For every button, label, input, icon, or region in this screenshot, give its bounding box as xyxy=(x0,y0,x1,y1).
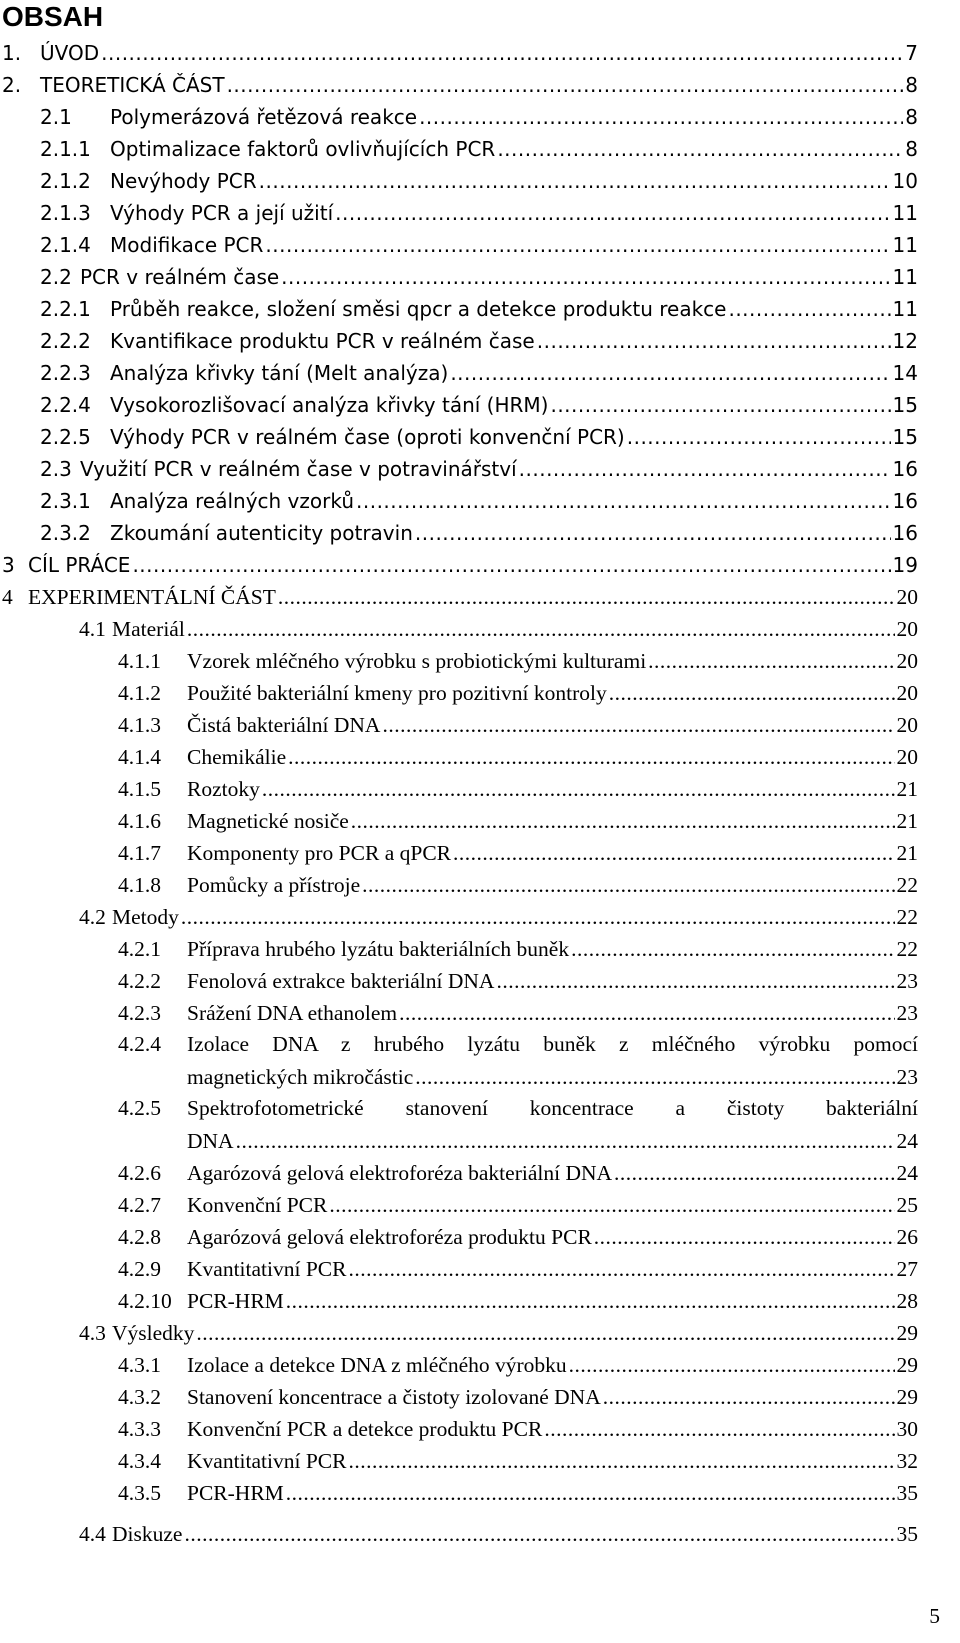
toc-entry-label: Fenolová extrakce bakteriální DNA xyxy=(187,969,495,993)
toc-entry[interactable] xyxy=(118,648,918,674)
toc-leader-dots xyxy=(594,1224,895,1250)
toc-entry-page: 23 xyxy=(896,1065,918,1089)
toc-leader-dots xyxy=(196,1320,894,1346)
toc-entry-page: 26 xyxy=(896,1225,918,1249)
toc-entry-label: Konvenční PCR a detekce produktu PCR xyxy=(187,1417,543,1441)
toc-entry[interactable] xyxy=(2,72,918,98)
toc-entry[interactable] xyxy=(40,136,918,162)
toc-entry-page: 19 xyxy=(892,553,918,577)
toc-leader-dots xyxy=(348,1256,894,1282)
toc-entry-number: 4.3.4 xyxy=(118,1449,161,1473)
toc-entry-number: 2.3.2 xyxy=(40,521,91,545)
toc-entry-page: 27 xyxy=(896,1257,918,1281)
toc-entry-label: Konvenční PCR xyxy=(187,1193,328,1217)
toc-leader-dots xyxy=(278,584,895,610)
toc-entry[interactable] xyxy=(118,840,918,866)
toc-leader-dots xyxy=(569,1352,895,1378)
toc-leader-dots xyxy=(627,424,891,450)
toc-entry-number: 4.1 xyxy=(79,617,106,641)
toc-entry[interactable] xyxy=(79,1521,918,1547)
toc-entry-number: 4.1.4 xyxy=(118,745,161,769)
toc-entry[interactable] xyxy=(40,392,918,418)
toc-entry-page: 28 xyxy=(896,1289,918,1313)
toc-entry-number: 2.2.3 xyxy=(40,361,91,385)
toc-entry-page: 23 xyxy=(896,969,918,993)
toc-entry-number: 4.3.5 xyxy=(118,1481,161,1505)
toc-entry-page: 16 xyxy=(892,489,918,513)
toc-entry[interactable] xyxy=(40,200,918,226)
toc-entry-number: 4.3.3 xyxy=(118,1417,161,1441)
toc-entry[interactable] xyxy=(118,1416,918,1442)
toc-entry-number: 4.2.2 xyxy=(118,969,161,993)
toc-entry-label: Agarózová gelová elektroforéza produktu PCR xyxy=(187,1225,592,1249)
toc-entry-label: Materiál xyxy=(112,617,185,641)
toc-leader-dots xyxy=(496,968,894,994)
toc-entry-page: 20 xyxy=(896,617,918,641)
toc-entry-label: Optimalizace faktorů ovlivňujících PCR xyxy=(110,137,496,161)
toc-entry-number: 2.2.1 xyxy=(40,297,91,321)
toc-entry[interactable] xyxy=(118,808,918,834)
toc-entry[interactable] xyxy=(118,1288,918,1314)
toc-entry-label: Polymerázová řetězová reakce xyxy=(110,105,418,129)
toc-leader-dots xyxy=(450,360,890,386)
toc-entry-page: 35 xyxy=(896,1522,918,1546)
toc-entry-label-line2: DNA xyxy=(187,1129,234,1153)
toc-entry-label: Použité bakteriální kmeny pro pozitivní kontroly xyxy=(187,681,607,705)
toc-entry-number: 2.1.3 xyxy=(40,201,91,225)
toc-entry[interactable] xyxy=(40,360,918,386)
toc-leader-dots xyxy=(181,904,895,930)
toc-leader-dots xyxy=(537,328,891,354)
toc-entry-number: 2.1.4 xyxy=(40,233,91,257)
toc-entry-page: 11 xyxy=(892,265,918,289)
toc-entry-label: ÚVOD xyxy=(40,41,100,65)
toc-entry-page: 7 xyxy=(905,41,918,65)
toc-leader-dots xyxy=(259,168,891,194)
toc-entry-label: Analýza reálných vzorků xyxy=(110,489,354,513)
toc-entry[interactable] xyxy=(118,1000,918,1026)
toc-entry-label: Čistá bakteriální DNA xyxy=(187,713,381,737)
toc-entry[interactable] xyxy=(118,872,918,898)
toc-entry-label: Kvantitativní PCR xyxy=(187,1257,347,1281)
toc-entry-page: 32 xyxy=(896,1449,918,1473)
toc-entry-label: Příprava hrubého lyzátu bakteriálních buněk xyxy=(187,937,570,961)
toc-entry-page: 11 xyxy=(892,201,918,225)
toc-entry-label: TEORETICKÁ ČÁST xyxy=(40,73,225,97)
toc-entry-number: 4.2.8 xyxy=(118,1225,161,1249)
toc-entry-label: Modifikace PCR xyxy=(110,233,264,257)
toc-leader-dots xyxy=(329,1192,894,1218)
toc-entry[interactable] xyxy=(118,712,918,738)
toc-entry[interactable] xyxy=(40,296,918,322)
toc-entry-label-line1[interactable]: Spektrofotometrické stanovení koncentrace a čistoty bakteriální xyxy=(187,1096,918,1120)
toc-entry-page: 12 xyxy=(892,329,918,353)
toc-entry-page: 35 xyxy=(896,1481,918,1505)
toc-entry-page: 24 xyxy=(896,1161,918,1185)
toc-entry-number: 2.2.2 xyxy=(40,329,91,353)
toc-entry[interactable] xyxy=(118,1160,918,1186)
toc-entry-number: 4.2.10 xyxy=(118,1289,172,1313)
toc-entry[interactable] xyxy=(118,1480,918,1506)
toc-entry[interactable] xyxy=(118,1384,918,1410)
toc-entry-page: 29 xyxy=(896,1321,918,1345)
toc-leader-dots xyxy=(544,1416,894,1442)
toc-entry[interactable] xyxy=(118,1192,918,1218)
toc-entry-number: 4.2.9 xyxy=(118,1257,161,1281)
toc-entry-number: 4.4 xyxy=(79,1522,106,1546)
toc-entry[interactable] xyxy=(40,104,918,130)
toc-entry-number: 2.3.1 xyxy=(40,489,91,513)
toc-entry-page: 11 xyxy=(892,297,918,321)
toc-leader-dots xyxy=(614,1160,894,1186)
toc-leader-dots xyxy=(236,1128,895,1154)
toc-entry[interactable] xyxy=(40,328,918,354)
toc-entry-number: 4.3 xyxy=(79,1321,106,1345)
toc-leader-dots xyxy=(227,72,904,98)
toc-entry-label: Analýza křivky tání (Melt analýza) xyxy=(110,361,449,385)
toc-leader-dots xyxy=(351,808,895,834)
toc-entry-number: 4.1.6 xyxy=(118,809,161,833)
toc-leader-dots xyxy=(399,1000,894,1026)
toc-entry[interactable] xyxy=(118,680,918,706)
toc-entry-page: 20 xyxy=(896,681,918,705)
toc-entry-page: 25 xyxy=(896,1193,918,1217)
toc-leader-dots xyxy=(356,488,891,514)
toc-entry-page: 23 xyxy=(896,1001,918,1025)
toc-leader-dots xyxy=(497,136,903,162)
toc-entry-label: Výsledky xyxy=(112,1321,195,1345)
toc-entry-number: 4.3.1 xyxy=(118,1353,161,1377)
toc-leader-dots xyxy=(603,1384,895,1410)
toc-leader-dots xyxy=(362,872,894,898)
toc-entry-page: 15 xyxy=(892,425,918,449)
toc-entry-label: CÍL PRÁCE xyxy=(28,553,131,577)
toc-entry-page: 21 xyxy=(896,777,918,801)
toc-entry-number: 4.2 xyxy=(79,905,106,929)
toc-leader-dots xyxy=(132,552,890,578)
toc-entry-label: Kvantifikace produktu PCR v reálném čase xyxy=(110,329,535,353)
toc-entry[interactable] xyxy=(79,616,918,642)
toc-entry[interactable] xyxy=(118,1256,918,1282)
toc-leader-dots xyxy=(728,296,890,322)
toc-leader-dots xyxy=(286,1480,895,1506)
toc-entry-page: 21 xyxy=(896,841,918,865)
toc-entry-label: Stanovení koncentrace a čistoty izolované DNA xyxy=(187,1385,601,1409)
toc-entry-number: 4.3.2 xyxy=(118,1385,161,1409)
toc-leader-dots xyxy=(281,264,890,290)
toc-entry-page: 24 xyxy=(896,1129,918,1153)
toc-entry[interactable] xyxy=(118,968,918,994)
toc-entry-label: Zkoumání autenticity potravin xyxy=(110,521,413,545)
toc-leader-dots xyxy=(335,200,890,226)
toc-entry-page: 14 xyxy=(892,361,918,385)
toc-entry-number: 2. xyxy=(2,73,22,97)
toc-entry-number: 4.1.5 xyxy=(118,777,161,801)
toc-leader-dots xyxy=(382,712,894,738)
toc-leader-dots xyxy=(184,1521,894,1547)
toc-entry[interactable] xyxy=(118,936,918,962)
toc-entry[interactable] xyxy=(40,520,918,546)
toc-entry-number: 4.1.2 xyxy=(118,681,161,705)
toc-leader-dots xyxy=(609,680,895,706)
toc-leader-dots xyxy=(648,648,894,674)
toc-leader-dots xyxy=(187,616,895,642)
toc-entry-number: 2.2.4 xyxy=(40,393,91,417)
toc-leader-dots xyxy=(453,840,895,866)
toc-entry-page: 22 xyxy=(896,905,918,929)
toc-entry[interactable] xyxy=(40,424,918,450)
toc-entry-page: 20 xyxy=(896,585,918,609)
toc-leader-dots xyxy=(348,1448,894,1474)
toc-entry[interactable] xyxy=(79,1320,918,1346)
toc-entry-page: 20 xyxy=(896,745,918,769)
toc-entry[interactable] xyxy=(40,264,918,290)
toc-leader-dots xyxy=(101,40,903,66)
toc-leader-dots xyxy=(286,1288,895,1314)
toc-leader-dots xyxy=(550,392,890,418)
toc-entry[interactable] xyxy=(118,744,918,770)
toc-entry-label: Roztoky xyxy=(187,777,260,801)
toc-entry-label: Srážení DNA ethanolem xyxy=(187,1001,398,1025)
toc-entry-label: Diskuze xyxy=(112,1522,183,1546)
toc-entry[interactable] xyxy=(118,1448,918,1474)
toc-entry-number: 4.2.7 xyxy=(118,1193,161,1217)
toc-entry-page: 10 xyxy=(892,169,918,193)
toc-entry-number: 4 xyxy=(2,585,13,609)
toc-entry-number: 4.2.1 xyxy=(118,937,161,961)
toc-entry-page: 29 xyxy=(896,1385,918,1409)
toc-entry-page: 8 xyxy=(905,105,918,129)
toc-entry-number: 4.2.3 xyxy=(118,1001,161,1025)
toc-entry-label: Metody xyxy=(112,905,179,929)
toc-entry-page: 8 xyxy=(905,73,918,97)
toc-entry-label: Magnetické nosiče xyxy=(187,809,349,833)
toc-entry-label-line2: magnetických mikročástic xyxy=(187,1065,414,1089)
toc-leader-dots xyxy=(419,104,903,130)
toc-entry[interactable] xyxy=(118,776,918,802)
toc-entry-label: Výhody PCR a její užití xyxy=(110,201,334,225)
toc-entry-number: 4.2.4 xyxy=(118,1032,161,1056)
toc-entry-label: Vzorek mléčného výrobku s probiotickými kulturami xyxy=(187,649,647,673)
page-number: 5 xyxy=(929,1604,940,1628)
toc-entry-number: 4.1.3 xyxy=(118,713,161,737)
toc-entry-label: Výhody PCR v reálném čase (oproti konvenční PCR) xyxy=(110,425,625,449)
toc-entry-label: Pomůcky a přístroje xyxy=(187,873,361,897)
toc-entry-number: 2.1 xyxy=(40,105,72,129)
toc-entry-page: 20 xyxy=(896,649,918,673)
toc-entry-label: Izolace a detekce DNA z mléčného výrobku xyxy=(187,1353,567,1377)
toc-entry-number: 4.1.7 xyxy=(118,841,161,865)
toc-entry[interactable] xyxy=(40,456,918,482)
toc-entry-label: Agarózová gelová elektroforéza bakteriální DNA xyxy=(187,1161,613,1185)
toc-entry-number: 1. xyxy=(2,41,22,65)
toc-entry-number: 4.2.6 xyxy=(118,1161,161,1185)
toc-entry-number: 2.2 xyxy=(40,265,72,289)
toc-entry-number: 2.2.5 xyxy=(40,425,91,449)
toc-entry-page: 30 xyxy=(896,1417,918,1441)
toc-entry[interactable] xyxy=(2,40,918,66)
toc-leader-dots xyxy=(415,520,891,546)
toc-entry-number: 2.1.2 xyxy=(40,169,91,193)
toc-entry-label: EXPERIMENTÁLNÍ ČÁST xyxy=(28,585,276,609)
toc-entry[interactable] xyxy=(79,904,918,930)
toc-entry[interactable] xyxy=(40,168,918,194)
toc-entry[interactable] xyxy=(2,584,918,610)
toc-entry-page: 22 xyxy=(896,937,918,961)
toc-entry[interactable] xyxy=(118,1224,918,1250)
toc-entry-label: Nevýhody PCR xyxy=(110,169,257,193)
toc-entry-number: 2.1.1 xyxy=(40,137,91,161)
toc-entry-page: 21 xyxy=(896,809,918,833)
toc-entry-number: 4.1.8 xyxy=(118,873,161,897)
toc-entry-page: 11 xyxy=(892,233,918,257)
toc-entry-number: 4.2.5 xyxy=(118,1096,161,1120)
toc-leader-dots xyxy=(288,744,894,770)
toc-entry-label: Využití PCR v reálném čase v potravinářství xyxy=(80,457,517,481)
toc-entry-page: 29 xyxy=(896,1353,918,1377)
toc-entry[interactable] xyxy=(118,1352,918,1378)
toc-leader-dots xyxy=(519,456,891,482)
toc-entry-label-line1[interactable]: Izolace DNA z hrubého lyzátu buněk z mléčného výrobku pomocí xyxy=(187,1032,918,1056)
toc-entry[interactable] xyxy=(187,1128,918,1154)
toc-entry-number: 2.3 xyxy=(40,457,72,481)
toc-entry-number: 3 xyxy=(2,553,15,577)
toc-entry-label: PCR-HRM xyxy=(187,1481,284,1505)
toc-leader-dots xyxy=(415,1064,894,1090)
toc-entry-page: 16 xyxy=(892,521,918,545)
toc-entry-number: 4.1.1 xyxy=(118,649,161,673)
toc-entry[interactable] xyxy=(187,1064,918,1090)
document-heading: OBSAH xyxy=(2,1,104,32)
toc-entry[interactable] xyxy=(2,552,918,578)
toc-entry-label: Komponenty pro PCR a qPCR xyxy=(187,841,451,865)
toc-entry[interactable] xyxy=(40,232,918,258)
toc-leader-dots xyxy=(571,936,894,962)
toc-entry-page: 8 xyxy=(905,137,918,161)
toc-entry-page: 20 xyxy=(896,713,918,737)
toc-entry-label: Průběh reakce, složení směsi qpcr a detekce produktu reakce xyxy=(110,297,727,321)
toc-entry-label: Chemikálie xyxy=(187,745,287,769)
toc-entry-page: 16 xyxy=(892,457,918,481)
toc-entry-page: 15 xyxy=(892,393,918,417)
toc-entry[interactable] xyxy=(40,488,918,514)
toc-entry-label: Vysokorozlišovací analýza křivky tání (HRM) xyxy=(110,393,549,417)
toc-entry-label: PCR-HRM xyxy=(187,1289,284,1313)
toc-leader-dots xyxy=(262,776,895,802)
toc-entry-label: Kvantitativní PCR xyxy=(187,1449,347,1473)
toc-entry-label: PCR v reálném čase xyxy=(80,265,280,289)
toc-entry-page: 22 xyxy=(896,873,918,897)
toc-leader-dots xyxy=(265,232,890,258)
